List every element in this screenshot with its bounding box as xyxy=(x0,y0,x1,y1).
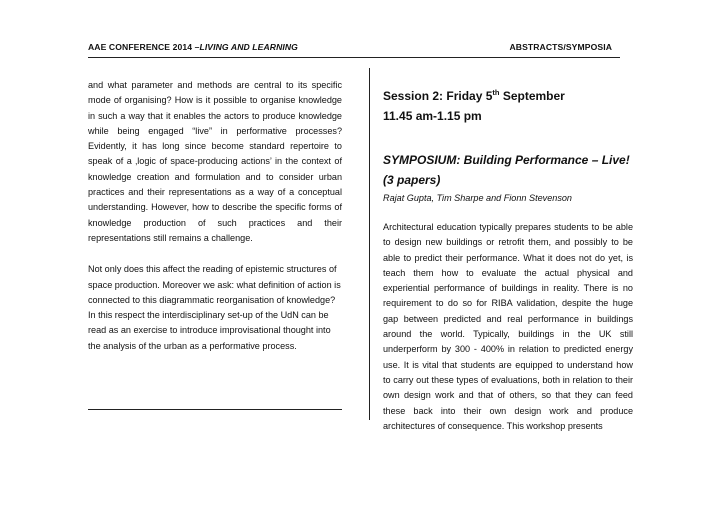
session-date-prefix: Session 2: Friday 5 xyxy=(383,89,493,103)
section-label: ABSTRACTS/SYMPOSIA xyxy=(509,42,612,52)
left-column xyxy=(88,78,342,354)
session-date xyxy=(383,86,633,106)
conference-title-prefix: AAE CONFERENCE 2014 – xyxy=(88,42,200,52)
page-header xyxy=(88,42,612,58)
symposium-title: SYMPOSIUM: Building Performance – Live! (3 papers) xyxy=(383,153,630,187)
session-date-month: September xyxy=(499,89,565,103)
session-date-suffix-sup: th xyxy=(492,88,500,97)
header-divider xyxy=(88,57,620,58)
right-column xyxy=(383,78,633,434)
left-paragraph-2: Not only does this affect the reading of epistemic structures of space production. Moreover we ask: what definition of action is connected to this diagrammatic reorganisation of knowledge? In this respect the interdisciplinary set-up of the UdN can be read as an exercise to introduce improvisational thought into the analysis of the urban as a performative process. xyxy=(88,264,341,351)
symposium-authors: Rajat Gupta, Tim Sharpe and Fionn Stevenson xyxy=(383,193,572,203)
conference-theme: LIVING AND LEARNING xyxy=(199,42,298,52)
column-divider xyxy=(369,68,370,420)
conference-title xyxy=(88,42,298,52)
session-time: 11.45 am-1.15 pm xyxy=(383,109,482,123)
left-paragraph-1: and what parameter and methods are central to its specific mode of organising? How is it possible to organise knowledge in such a way that it enables the actors to produce knowledge while being engaged “live” in performative processes? Evidently, it has long since become standard repertoire to speak of a ‚logic of space-producing actions’ in the context of knowledge creation and formulation and to consider urban practices and their representations as a way of a conceptual understanding. However, how to describe the specific forms of knowledge production of such practices and their representations still remains a challenge. xyxy=(88,80,342,243)
left-column-end-rule xyxy=(88,409,342,410)
session-heading xyxy=(383,86,633,126)
symposium-abstract: Architectural education typically prepares students to be able to design new buildings or retrofit them, and possibly to be able to predict their performance. What it does not do yet, is teach them how to evaluate the actual physical and experiential performance of buildings in reality. There is no requirement to do so for RIBA validation, despite the huge gap between predicted and real performance in buildings around the world. Typically, buildings in the UK still underperform by 300 - 400% in relation to predicted energy use. It is vital that students are equipped to understand how to carry out these types of evaluations, both in relation to their own design work and that of others, so that they can feed these back into their own design work and produce architectures of consequence. This workshop presents xyxy=(383,222,633,431)
